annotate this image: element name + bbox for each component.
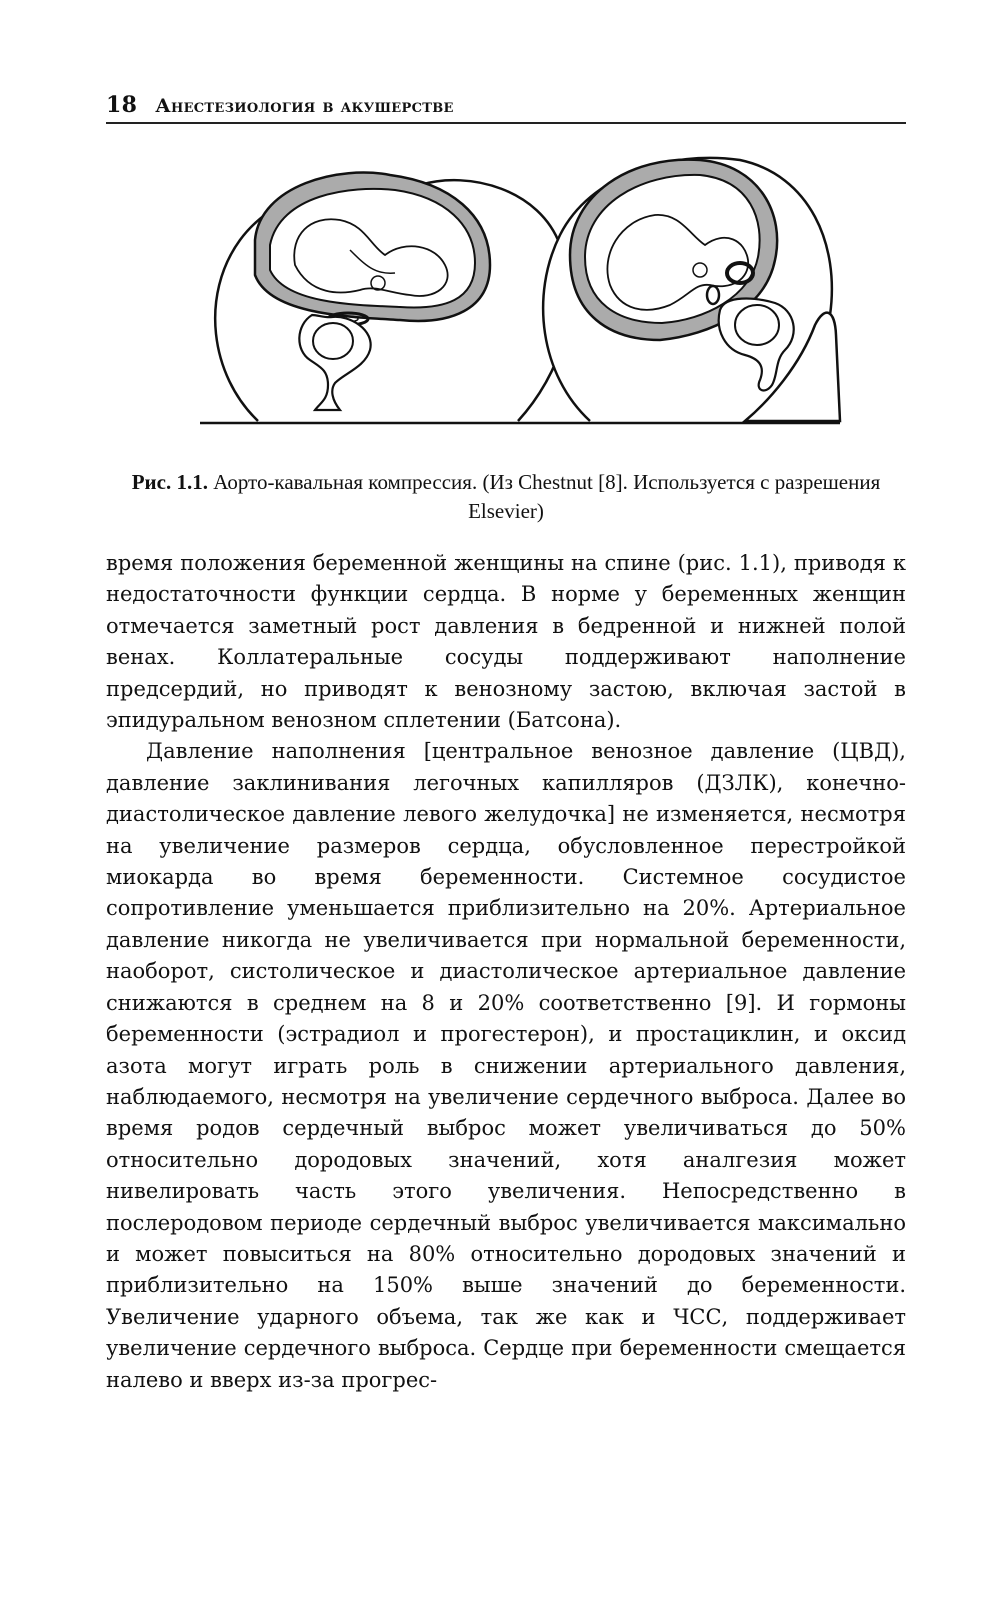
running-header <box>106 92 906 118</box>
body-text <box>106 548 906 1396</box>
page-number: 18 <box>106 92 138 118</box>
supine-cross-section <box>215 173 570 421</box>
caption-label: Рис. 1.1. <box>131 470 208 494</box>
header-rule <box>106 122 906 124</box>
paragraph-2: Давление наполнения [центральное венозное давление (ЦВД), давление заклинивания легочных капилляров (ДЗЛК), конечно-диастолическое давление левого желудочка] не изменяется, несмотря на увеличение размеров сердца, обусловленное перестройкой миокарда во время беременности. Системное сосудистое сопротивление уменьшается приблизительно на 20%. Артериальное давление никогда не увеличивается при нормальной беременности, наоборот, систолическое и диастолическое артериальное давление снижаются в среднем на 8 и 20% соответственно [9]. И гормоны беременности (эстрадиол и прогестерон), и простациклин, и оксид азота могут играть роль в снижении артериального давления, наблюдаемого, несмотря на увеличение сердечного выброса. Далее во время родов сердечный выброс может увеличиваться до 50% относительно дородовых значений, хотя аналгезия может нивелировать часть этого увеличения. Непосредственно в послеродовом периоде сердечный выброс увеличивается максимально и может повыситься на 80% относительно дородовых значений и приблизительно на 150% выше значений до беременности. Увеличение ударного объема, так же как и ЧСС, поддерживает увеличение сердечного выброса. Сердце при беременности смещается налево и вверх из-за прогрес- <box>106 739 906 1392</box>
caption-text: Аорто-кавальная компрессия. (Из Chestnut [8]. Используется с разрешения Elsevier) <box>213 470 881 523</box>
figure-caption <box>106 468 906 526</box>
aortocaval-compression-illustration <box>200 145 860 445</box>
paragraph-1: время положения беременной женщины на спине (рис. 1.1), приводя к недостаточности функции сердца. В норме у беременных женщин отмечается заметный рост давления в бедренной и нижней полой венах. Коллатеральные сосуды поддерживают наполнение предсердий, но приводят к венозному застою, включая застой в эпидуральном венозном сплетении (Батсона). <box>106 551 906 733</box>
running-title: Анестезиология в акушерстве <box>155 95 454 117</box>
tilted-cross-section <box>543 158 840 421</box>
